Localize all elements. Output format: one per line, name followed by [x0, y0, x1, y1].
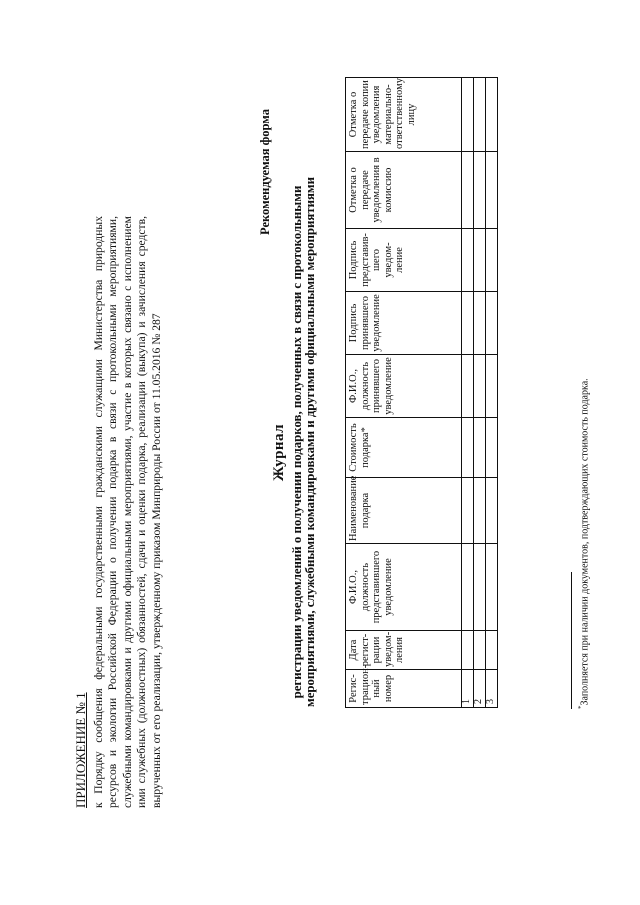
- table-header-row: [346, 78, 462, 708]
- header-submitter-signature: Подпись представив-шего уведом-ление: [346, 229, 462, 292]
- row-number: 3: [486, 670, 498, 708]
- table-cell: [474, 78, 486, 152]
- header-submitter: Ф.И.О., должность представившего уведомление: [346, 544, 462, 631]
- table-cell: [474, 229, 486, 292]
- table-cell: [462, 78, 474, 152]
- table-cell: [462, 544, 474, 631]
- footnote-mark: *: [577, 705, 585, 709]
- footnote-text: Заполняется при наличии документов, подтверждающих стоимость подарка.: [579, 378, 591, 706]
- table-cell: [474, 478, 486, 544]
- table-cell: [462, 631, 474, 670]
- table-cell: [462, 478, 474, 544]
- table-cell: [474, 418, 486, 478]
- table-cell: [486, 152, 498, 229]
- table-cell: [474, 544, 486, 631]
- row-number: 2: [474, 670, 486, 708]
- header-reg-date: Дата регист-рации уведом-ления: [346, 631, 462, 670]
- appendix-heading: ПРИЛОЖЕНИЕ № 1: [73, 692, 88, 808]
- table-cell: [462, 292, 474, 355]
- table-cell: [462, 418, 474, 478]
- row-number: 1: [462, 670, 474, 708]
- footnote: [577, 378, 590, 709]
- table-cell: [474, 292, 486, 355]
- header-gift-name: Наименование подарка: [346, 478, 462, 544]
- table-cell: [462, 355, 474, 418]
- table-cell: [486, 78, 498, 152]
- table-cell: [462, 152, 474, 229]
- appendix-body: к Порядку сообщения федеральными государственными гражданскими служащими Министерства природных ресурсов и экологии Российской Федерации о получении подарка в связи с протокольными мероприятиями, служебными командировками и другими официальными мероприятиями, участие в которых связано с исполнением ими служебных (должностных) обязанностей, сдачи и оценки подарка, реализации (выкупа) и зачисления средств, вырученных от его реализации, утвержденному приказом Минприроды России от 11.05.2016 № 287: [91, 216, 163, 808]
- table-row: [486, 78, 498, 708]
- header-commission-mark: Отметка о передаче уведомления в комиссию: [346, 152, 462, 229]
- document-subtitle: регистрации уведомлений о получении подарков, полученных в связи с протокольными мероприятиями, служебными командировками и другими официальными мероприятиями: [290, 177, 318, 708]
- document-title: Журнал: [271, 423, 287, 482]
- recommended-form-label: Рекомендуемая форма: [258, 109, 272, 235]
- table-cell: [486, 631, 498, 670]
- footnote-divider: [571, 572, 572, 709]
- table-cell: [486, 478, 498, 544]
- table-cell: [486, 292, 498, 355]
- table-cell: [462, 229, 474, 292]
- table-row: [462, 78, 474, 708]
- table-cell: [486, 355, 498, 418]
- table-row: [474, 78, 486, 708]
- table-cell: [486, 418, 498, 478]
- header-gift-value: Стоимость подарка*: [346, 418, 462, 478]
- table-cell: [474, 631, 486, 670]
- header-receiver-signature: Подпись принявшего уведомление: [346, 292, 462, 355]
- table-cell: [486, 544, 498, 631]
- header-receiver: Ф.И.О., должность принявшего уведомление: [346, 355, 462, 418]
- table-cell: [474, 152, 486, 229]
- header-reg-number: Регис-трацион-ный номер: [346, 670, 462, 708]
- header-copy-transfer-mark: Отметка о передаче копии уведомления материально-ответственному лицу: [346, 78, 462, 152]
- table-cell: [474, 355, 486, 418]
- table-cell: [486, 229, 498, 292]
- journal-table: [345, 77, 498, 708]
- appendix-block: [74, 216, 164, 808]
